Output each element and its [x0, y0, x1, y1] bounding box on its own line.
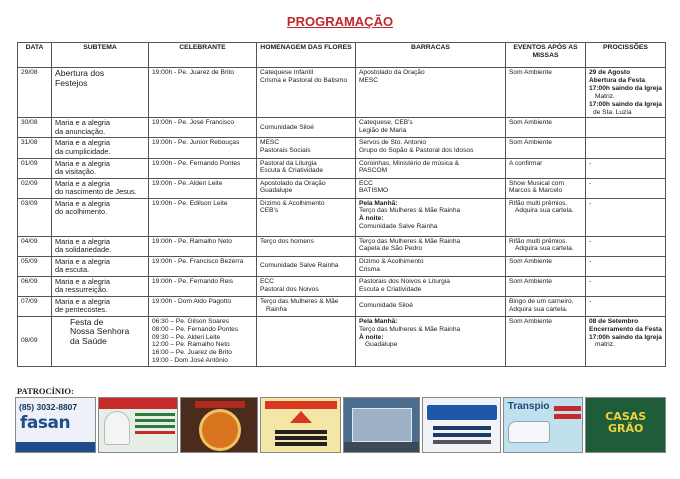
- celebrante-line: 09:30 – Pe. Alderi Leite: [152, 333, 221, 341]
- homenagem-line: Pastoral da Liturgia: [260, 159, 317, 167]
- barracas-line: Legião de Maria: [359, 127, 407, 135]
- house-icon: [290, 411, 312, 423]
- cell-homenagem: [257, 236, 356, 256]
- cell-subtema: [52, 68, 149, 118]
- cell-eventos: [506, 138, 586, 158]
- cell-procissoes: [586, 296, 666, 316]
- van-image: [508, 421, 550, 443]
- barracas-line: Crisma: [359, 265, 380, 273]
- celebrante-line: 19:00h - Pe. Fernando Reis: [152, 277, 234, 285]
- subtema-line: Maria e a alegria: [55, 276, 111, 286]
- cell-homenagem: [257, 276, 356, 296]
- celebrante-line: 06:30 – Pe. Gilson Soares: [152, 317, 229, 325]
- celebrante-line: 08:00 – Pe. Fernando Pontes: [152, 325, 239, 333]
- cell-procissoes: [586, 158, 666, 178]
- sponsor-fasan-bar: [16, 442, 95, 452]
- sponsor-fasan-name: fasan: [20, 413, 71, 433]
- cell-procissoes: [586, 68, 666, 118]
- celebrante-line: 16:00 – Pe. Juarez de Brito: [152, 349, 232, 357]
- procissoes-line: 29 de Agosto: [589, 69, 631, 76]
- celebrante-line: 19:00h - Pe. Ramalho Neto: [152, 237, 232, 245]
- homenagem-line: Rainha: [266, 305, 287, 313]
- table-row: [18, 118, 666, 138]
- subtema-line: Festejos: [55, 77, 88, 88]
- cell-eventos: [506, 236, 586, 256]
- cell-barracas: [356, 296, 506, 316]
- cell-subtema: [52, 158, 149, 178]
- subtema-line: Maria e a alegria: [55, 236, 111, 246]
- barracas-line: Terço das Mulheres & Mãe Rainha: [359, 325, 461, 333]
- subtema-line: do nascimento de Jesus.: [55, 187, 137, 197]
- subtema-line: da ressurreição.: [55, 285, 108, 295]
- subtema-line: Maria e a alegria: [55, 158, 111, 168]
- casas-grao-line2: GRÃO: [608, 421, 644, 435]
- barracas-line: Pastorais dos Noivos e Liturgia: [359, 277, 450, 285]
- homenagem-line: Escuta & Criatividade: [260, 167, 324, 175]
- page-title: PROGRAMAÇÃO: [286, 14, 394, 29]
- header-procissoes: PROCISSÕES: [586, 43, 666, 68]
- celebrante-line: 19:00h - Pe. Junior Rebouças: [152, 139, 240, 147]
- procissoes-line: Encerramento da Festa: [589, 325, 662, 333]
- header-celebrante: CELEBRANTE: [149, 43, 257, 68]
- subtema-line: Maria e a alegria: [55, 138, 111, 148]
- procissoes-line: -: [589, 297, 592, 305]
- cell-eventos: [506, 158, 586, 178]
- subtema-line: da cumplicidade.: [55, 146, 111, 156]
- subtema-line: Festa de: [70, 316, 104, 327]
- cell-subtema: [52, 118, 149, 138]
- cell-celebrante: [149, 138, 257, 158]
- sponsor-shopping: [343, 397, 421, 453]
- sponsor-fasan-phone: (85) 3032-8807: [19, 402, 78, 412]
- header-eventos: EVENTOS APÓS AS MISSAS: [506, 43, 586, 68]
- homenagem-line: CEB's: [260, 207, 279, 215]
- eventos-line: Show Musical com: [509, 179, 564, 187]
- barracas-line: Comunidade Siloé: [359, 302, 413, 310]
- barracas-line: ECC: [359, 179, 373, 187]
- procissoes-line: 17:00h saindo da Igreja: [589, 84, 662, 92]
- barracas-line: Apostolado da Oração: [359, 69, 425, 76]
- procissoes-line: -: [589, 199, 592, 207]
- cell-homenagem: [257, 316, 356, 366]
- cell-procissoes: [586, 316, 666, 366]
- subtema-line: do acolhimento.: [55, 207, 108, 217]
- cell-date: 02/09: [18, 178, 52, 198]
- header-data: DATA: [18, 43, 52, 68]
- cell-date: 08/09: [18, 316, 52, 366]
- cell-homenagem: [257, 296, 356, 316]
- eventos-line: Som Ambiente: [509, 317, 552, 325]
- schedule-table: [17, 42, 666, 367]
- cell-procissoes: [586, 236, 666, 256]
- eventos-line: Adquira sua cartela.: [509, 305, 568, 313]
- eventos-line: A confirmar: [509, 159, 543, 167]
- cell-subtema: [52, 276, 149, 296]
- cell-celebrante: [149, 198, 257, 236]
- table-row: [18, 178, 666, 198]
- building-image: [352, 408, 412, 442]
- eventos-line: Som Ambiente: [509, 277, 552, 285]
- procissoes-line: 17:00h saindo da Igreja: [589, 100, 662, 108]
- cell-date: 29/08: [18, 68, 52, 118]
- subtema-line: Maria e a alegria: [55, 256, 111, 266]
- cell-procissoes: [586, 138, 666, 158]
- table-row: [18, 198, 666, 236]
- subtema-line: da Saúde: [70, 335, 107, 346]
- homenagem-line: Dízimo & Acolhimento: [260, 199, 325, 207]
- cell-barracas: [356, 316, 506, 366]
- table-row: [18, 276, 666, 296]
- eventos-line: Som Ambiente: [509, 119, 552, 127]
- homenagem-line: Apostolado da Oração: [260, 179, 326, 187]
- subtema-line: Maria e a alegria: [55, 198, 111, 208]
- eventos-line: Marcos & Marcelo: [509, 187, 563, 195]
- cell-barracas: [356, 138, 506, 158]
- cell-date: 04/09: [18, 236, 52, 256]
- cell-homenagem: [257, 118, 356, 138]
- subtema-line: Nossa Senhora: [70, 326, 130, 337]
- cell-celebrante: [149, 68, 257, 118]
- cell-celebrante: [149, 158, 257, 178]
- cell-homenagem: [257, 256, 356, 276]
- cell-subtema: [52, 296, 149, 316]
- celebrante-line: 19:00h - Pe. Fernando Pontes: [152, 159, 241, 167]
- procissoes-line: -: [589, 257, 592, 265]
- cell-eventos: [506, 316, 586, 366]
- procissoes-line: -: [589, 277, 592, 285]
- celebrante-line: 19:00h - Pe. José Francisco: [152, 119, 235, 127]
- homenagem-line: ECC: [260, 277, 274, 285]
- procissoes-line: Abertura da Festa: [589, 76, 646, 84]
- cell-barracas: [356, 198, 506, 236]
- cell-procissoes: [586, 118, 666, 138]
- cell-subtema: [52, 256, 149, 276]
- barracas-line: Coroinhas, Ministério de música &: [359, 159, 460, 167]
- barracas-line: À noite:: [359, 333, 384, 341]
- subtema-line: da visitação.: [55, 167, 97, 177]
- cell-homenagem: [257, 158, 356, 178]
- procissoes-line: Matriz.: [595, 92, 615, 100]
- doctor-image: [104, 411, 130, 445]
- barracas-line: Pela Manhã:: [359, 199, 398, 207]
- homenagem-line: Comunidade Salve Rainha: [260, 262, 339, 270]
- eventos-line: Som Ambiente: [509, 69, 552, 76]
- subtema-line: Abertura dos: [55, 68, 105, 78]
- table-row: [18, 138, 666, 158]
- cell-eventos: [506, 68, 586, 118]
- sponsor-cordeiro: [422, 397, 501, 453]
- cell-procissoes: [586, 276, 666, 296]
- cell-subtema: [52, 138, 149, 158]
- barracas-line: Guadalupe: [365, 341, 398, 349]
- barracas-line: À noite:: [359, 215, 384, 223]
- cell-homenagem: [257, 68, 356, 118]
- celebrante-line: 19:00h - Pe. Juarez de Brito: [152, 69, 235, 76]
- barracas-line: Terço das Mulheres & Mãe Rainha: [359, 207, 461, 215]
- homenagem-line: Guadalupe: [260, 187, 293, 195]
- cell-date: 30/08: [18, 118, 52, 138]
- procissoes-line: -: [589, 237, 592, 245]
- table-header-row: [18, 43, 666, 68]
- cell-subtema: [52, 236, 149, 256]
- table-row: [18, 256, 666, 276]
- procissoes-line: -: [589, 159, 592, 167]
- barracas-line: Catequese, CEB's: [359, 119, 413, 127]
- sponsors-strip: [15, 397, 666, 453]
- celebrante-line: 12:00 – Pe. Ramalho Neto: [152, 341, 230, 349]
- header-barracas: BARRACAS: [356, 43, 506, 68]
- cell-subtema: [52, 178, 149, 198]
- subtema-line: da solidariedade.: [55, 245, 112, 255]
- cell-procissoes: [586, 178, 666, 198]
- celebrante-line: 19:00h - Pe. Francisco Bezerra: [152, 257, 244, 265]
- cell-eventos: [506, 276, 586, 296]
- cordeiro-logo: [427, 405, 497, 420]
- barracas-line: PASCOM: [359, 167, 388, 175]
- eventos-line: Rifão multi prêmios.: [509, 199, 568, 207]
- barracas-line: Pela Manhã:: [359, 317, 398, 325]
- subtema-line: da escuta.: [55, 265, 90, 275]
- cell-celebrante: [149, 316, 257, 366]
- cell-eventos: [506, 118, 586, 138]
- homenagem-line: Comunidade Siloé: [260, 124, 314, 131]
- cell-date: 01/09: [18, 158, 52, 178]
- header-subtema: SUBTEMA: [52, 43, 149, 68]
- table-row: [18, 236, 666, 256]
- table-row: [18, 68, 666, 118]
- eventos-line: Rifão multi prêmios.: [509, 237, 568, 245]
- sponsor-pizzeria: [180, 397, 258, 453]
- homenagem-line: Catequese Infantil: [260, 69, 314, 76]
- subtema-line: Maria e a alegria: [55, 296, 111, 306]
- subtema-line: de pentecostes.: [55, 305, 108, 315]
- homenagem-line: Pastorais Sociais: [260, 147, 311, 155]
- cell-date: 06/09: [18, 276, 52, 296]
- cell-date: 31/08: [18, 138, 52, 158]
- cell-eventos: [506, 198, 586, 236]
- subtema-line: Maria e a alegria: [55, 118, 111, 128]
- eventos-line: Adquira sua cartela.: [515, 245, 574, 253]
- barracas-line: Terço das Mulheres & Mãe Rainha: [359, 237, 461, 245]
- barracas-line: Grupo do Sopão & Pastoral dos Idosos: [359, 147, 474, 155]
- procissoes-line: de Sta. Luzia: [593, 108, 632, 116]
- barracas-line: BATISMO: [359, 187, 389, 195]
- table-row: [18, 158, 666, 178]
- sponsor-deposito: [260, 397, 341, 453]
- celebrante-line: 19:00h - Dom Aldo Pagotto: [152, 297, 232, 305]
- cell-barracas: [356, 118, 506, 138]
- sponsor-transpio: [503, 397, 584, 453]
- celebrante-line: 19:00h - Pe. Edilson Leite: [152, 199, 228, 207]
- cell-procissoes: [586, 256, 666, 276]
- eventos-line: Adquira sua cartela.: [515, 207, 574, 215]
- cell-eventos: [506, 296, 586, 316]
- homenagem-line: Terço dos homens: [260, 237, 314, 245]
- cell-date: 03/09: [18, 198, 52, 236]
- cell-barracas: [356, 178, 506, 198]
- barracas-line: Dízimo & Acolhimento: [359, 257, 424, 265]
- cell-date: 07/09: [18, 296, 52, 316]
- cell-eventos: [506, 178, 586, 198]
- cell-barracas: [356, 236, 506, 256]
- barracas-line: Escuta e Criatividade: [359, 285, 422, 293]
- barracas-line: Servos de Sto. Antonio: [359, 139, 427, 147]
- procissoes-line: 08 de Setembro: [589, 317, 639, 325]
- homenagem-line: Pastoral dos Noivos: [260, 285, 319, 293]
- barracas-line: Comunidade Salve Rainha: [359, 223, 438, 231]
- cell-eventos: [506, 256, 586, 276]
- cell-celebrante: [149, 236, 257, 256]
- homenagem-line: MESC: [260, 139, 280, 147]
- eventos-line: Som Ambiente: [509, 257, 552, 265]
- procissoes-line: matriz.: [595, 341, 615, 349]
- homenagem-line: Crisma e Pastoral do Batismo: [260, 76, 348, 84]
- cell-barracas: [356, 68, 506, 118]
- procissoes-line: -: [589, 179, 592, 187]
- celebrante-line: 19:00h - Pe. Alderi Leite: [152, 179, 223, 187]
- table-row: [18, 296, 666, 316]
- sponsors-label: PATROCÍNIO:: [17, 386, 74, 396]
- cell-procissoes: [586, 198, 666, 236]
- cell-celebrante: [149, 276, 257, 296]
- subtema-line: Maria e a alegria: [55, 178, 111, 188]
- sponsor-transpio-name: Transpio: [507, 401, 550, 412]
- sponsor-casas-grao: [585, 397, 666, 453]
- eventos-line: Som Ambiente: [509, 139, 552, 147]
- subtema-line: da anunciação.: [55, 126, 106, 136]
- sponsor-fasan: [15, 397, 96, 453]
- eventos-line: Bingo de um carneiro.: [509, 297, 574, 305]
- cell-celebrante: [149, 178, 257, 198]
- cell-celebrante: [149, 296, 257, 316]
- table-row: [18, 316, 666, 366]
- cell-celebrante: [149, 118, 257, 138]
- cell-barracas: [356, 276, 506, 296]
- cell-barracas: [356, 158, 506, 178]
- cell-subtema: [52, 316, 149, 366]
- barracas-line: Capela de São Pedro: [359, 245, 423, 253]
- procissoes-line: 17:00h saindo da Igreja: [589, 333, 662, 341]
- cell-homenagem: [257, 138, 356, 158]
- celebrante-line: 19:00 - Dom José Antônio: [152, 357, 228, 365]
- homenagem-line: Terço das Mulheres & Mãe: [260, 297, 339, 305]
- cell-homenagem: [257, 198, 356, 236]
- barracas-line: MESC: [359, 76, 379, 84]
- cell-celebrante: [149, 256, 257, 276]
- header-homenagem: HOMENAGEM DAS FLORES: [257, 43, 356, 68]
- pizza-image: [199, 409, 241, 451]
- sponsor-clinic: [98, 397, 179, 453]
- casas-grao-line1: CASAS: [605, 410, 647, 423]
- cell-date: 05/09: [18, 256, 52, 276]
- cell-homenagem: [257, 178, 356, 198]
- cell-subtema: [52, 198, 149, 236]
- cell-barracas: [356, 256, 506, 276]
